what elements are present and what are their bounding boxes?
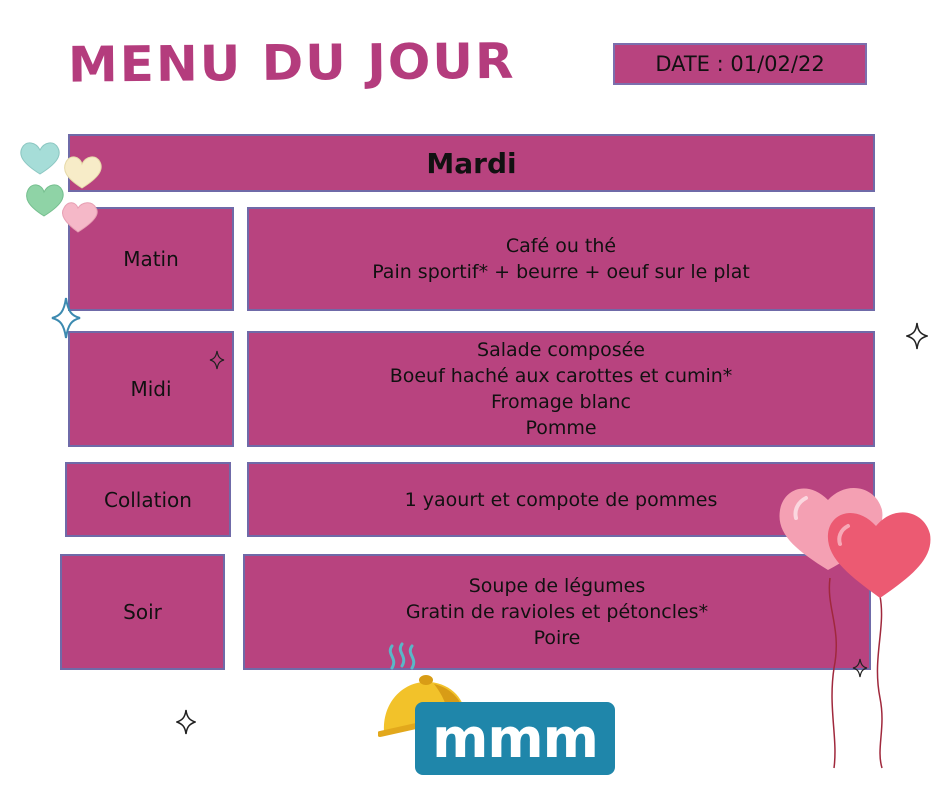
meal-label-soir xyxy=(60,554,225,670)
sparkle-icon xyxy=(906,322,928,350)
brand-logo xyxy=(415,702,615,775)
menu-line: Salade composée xyxy=(477,339,645,361)
meal-label-text: Soir xyxy=(123,600,162,624)
menu-line: Pain sportif* + beurre + oeuf sur le plat xyxy=(372,261,750,283)
logo-text: mmm xyxy=(432,707,598,770)
menu-line: Pomme xyxy=(525,417,597,439)
day-label: Mardi xyxy=(426,146,517,180)
sparkle-icon xyxy=(176,709,196,735)
menu-line: Fromage blanc xyxy=(491,391,631,413)
meal-label-text: Matin xyxy=(123,247,179,271)
sparkle-icon xyxy=(209,350,225,370)
meal-content-matin xyxy=(247,207,875,311)
meal-label-collation xyxy=(65,462,231,537)
meal-label-text: Collation xyxy=(104,487,192,512)
heart-balloons-icon xyxy=(776,478,936,770)
meal-content-midi xyxy=(247,331,875,447)
meal-label-midi xyxy=(68,331,234,447)
meal-label-text: Midi xyxy=(130,377,172,401)
date-text: DATE : 01/02/22 xyxy=(655,52,825,76)
menu-line: Café ou thé xyxy=(505,235,617,257)
day-header xyxy=(68,134,875,192)
page-title: MENU DU JOUR xyxy=(67,32,516,94)
menu-line: Soupe de légumes xyxy=(468,575,646,597)
menu-line: 1 yaourt et compote de pommes xyxy=(404,488,718,511)
menu-line: Boeuf haché aux carottes et cumin* xyxy=(389,365,733,387)
menu-line: Poire xyxy=(533,627,581,649)
menu-line: Gratin de ravioles et pétoncles* xyxy=(405,601,709,623)
candy-hearts-icon xyxy=(14,138,106,238)
sparkle-icon xyxy=(50,296,82,340)
date-badge xyxy=(613,43,867,85)
